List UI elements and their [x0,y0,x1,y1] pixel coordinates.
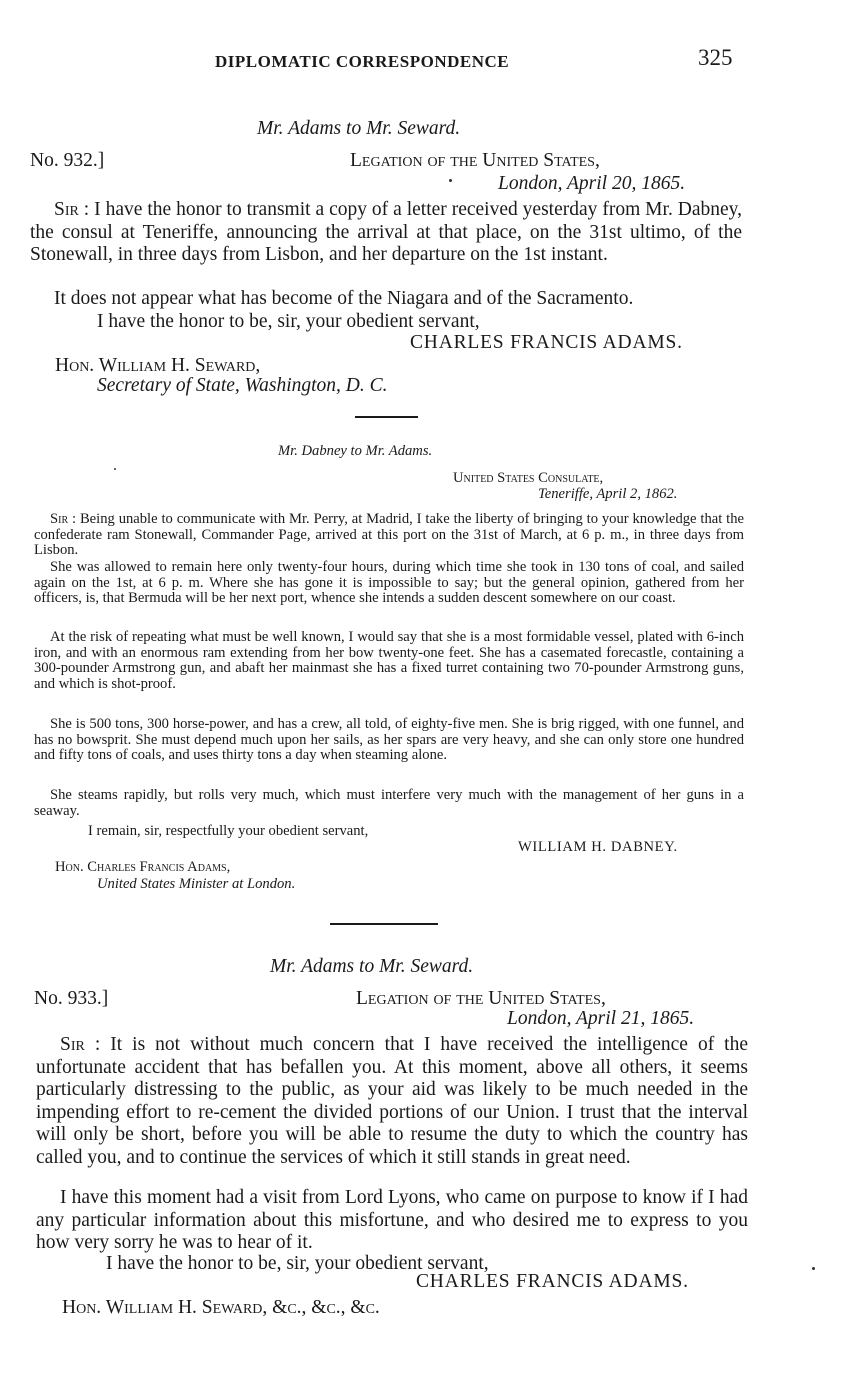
letter2-salutation: Sir : [50,511,77,527]
letter3-signature: CHARLES FRANCIS ADAMS. [416,1271,689,1292]
letter3-paragraph-1-text: It is not without much concern that I have received the intelligence of the unfortunate accident that has befallen you. At this moment, above all others, it seems particularly distressing to the public, as your aid was likely to be much needed in the impending effort to re-cement the divided portions of our Union. I trust that the interval will only be short, before you will be able to resume the duty to which the country has called you, and to continue the services of which it still stands in great need. [36,1034,749,1168]
letter3-heading: Mr. Adams to Mr. Seward. [270,956,474,977]
letter2-place-date: Teneriffe, April 2, 1862. [538,486,678,502]
letter1-number: No. 932.] [30,150,105,171]
letter2-closing: I remain, sir, respectfully your obedient servant, [88,823,369,839]
letter2-addressee-title: United States Minister at London. [97,876,296,892]
letter3-paragraph-1 [36,1034,748,1169]
letter3-legation: Legation of the United States, [356,988,606,1009]
running-head: DIPLOMATIC CORRESPONDENCE [215,52,510,71]
letter3-paragraph-2: I have this moment had a visit from Lord Lyons, who came on purpose to know if I had any particular information about this misfortune, and who desired me to express to you how very sorry he was to hear of it. [36,1187,748,1253]
letter2-paragraph-4: She is 500 tons, 300 horse-power, and has a crew, all told, of eighty-five men. She is brig rigged, with one funnel, and has no bowsprit. She must depend much upon her sails, as her spars are very heavy, and she can only store one hundred and fifty tons of coals, and uses thirty tons a day when steaming alone. [34,716,744,764]
letter2-consulate: United States Consulate, [453,470,604,486]
letter3-addressee: Hon. William H. Seward, &c., &c., &c. [62,1297,380,1318]
letter2-addressee-name: Hon. Charles Francis Adams, [55,859,231,875]
letter1-salutation: Sir : [54,199,90,220]
scan-speck [812,1267,815,1270]
letter1-paragraph-2: It does not appear what has become of the Niagara and of the Sacramento. [54,288,634,309]
letter1-place-date: London, April 20, 1865. [498,173,686,194]
letter2-paragraph-1 [34,512,744,559]
letter2-paragraph-1-text: Being unable to communicate with Mr. Perry, at Madrid, I take the liberty of bringing to your knowledge that the confederate ram Stonewall, Commander Page, arrived at this port on the 31st of March, at 6 p. m., in three days from Lisbon. [34,511,745,559]
scan-speck [449,179,452,182]
letter1-closing: I have the honor to be, sir, your obedient servant, [97,311,480,332]
separator-rule [355,416,418,418]
letter1-addressee-title: Secretary of State, Washington, D. C. [97,375,388,396]
scan-speck [114,468,116,470]
letter2-paragraph-3: At the risk of repeating what must be well known, I would say that she is a most formidable vessel, plated with 6-inch iron, and with an enormous ram extending from her bow twenty-one feet. She has a casemated forecastle, containing a 300-pounder Armstrong gun, and abaft her mainmast she has a fixed turret containing two 70-pounder Armstrong guns, and which is shot-proof. [34,629,744,692]
letter2-heading: Mr. Dabney to Mr. Adams. [278,443,433,459]
letter3-place-date: London, April 21, 1865. [507,1008,695,1029]
letter1-paragraph-1 [30,199,742,267]
letter1-paragraph-1-text: I have the honor to transmit a copy of a letter received yesterday from Mr. Dabney, the consul at Teneriffe, announcing the arrival at that place, on the 31st ultimo, of the Stonewall, in three days from Lisbon, and her departure on the 1st instant. [30,199,743,265]
letter3-number: No. 933.] [34,988,109,1009]
letter1-legation: Legation of the United States, [350,150,600,171]
page-number: 325 [698,45,733,70]
letter2-paragraph-5: She steams rapidly, but rolls very much, which must interfere very much with the management of her guns in a seaway. [34,787,744,819]
letter1-addressee-name: Hon. William H. Seward, [55,355,261,376]
separator-rule-2 [330,923,438,925]
letter3-closing: I have the honor to be, sir, your obedient servant, [106,1253,489,1274]
letter1-signature: CHARLES FRANCIS ADAMS. [410,332,683,353]
letter2-paragraph-2: She was allowed to remain here only twenty-four hours, during which time she took in 130 tons of coal, and sailed again on the 1st, at 6 p. m. Where she has gone it is impossible to say; but the general opinion, gathered from her officers, is, that Bermuda will be her next port, whence she intends a sudden descent somewhere on our coast. [34,559,744,607]
letter2-signature: WILLIAM H. DABNEY. [518,839,678,855]
letter3-salutation: Sir : [60,1034,101,1055]
letter1-heading: Mr. Adams to Mr. Seward. [257,118,461,139]
